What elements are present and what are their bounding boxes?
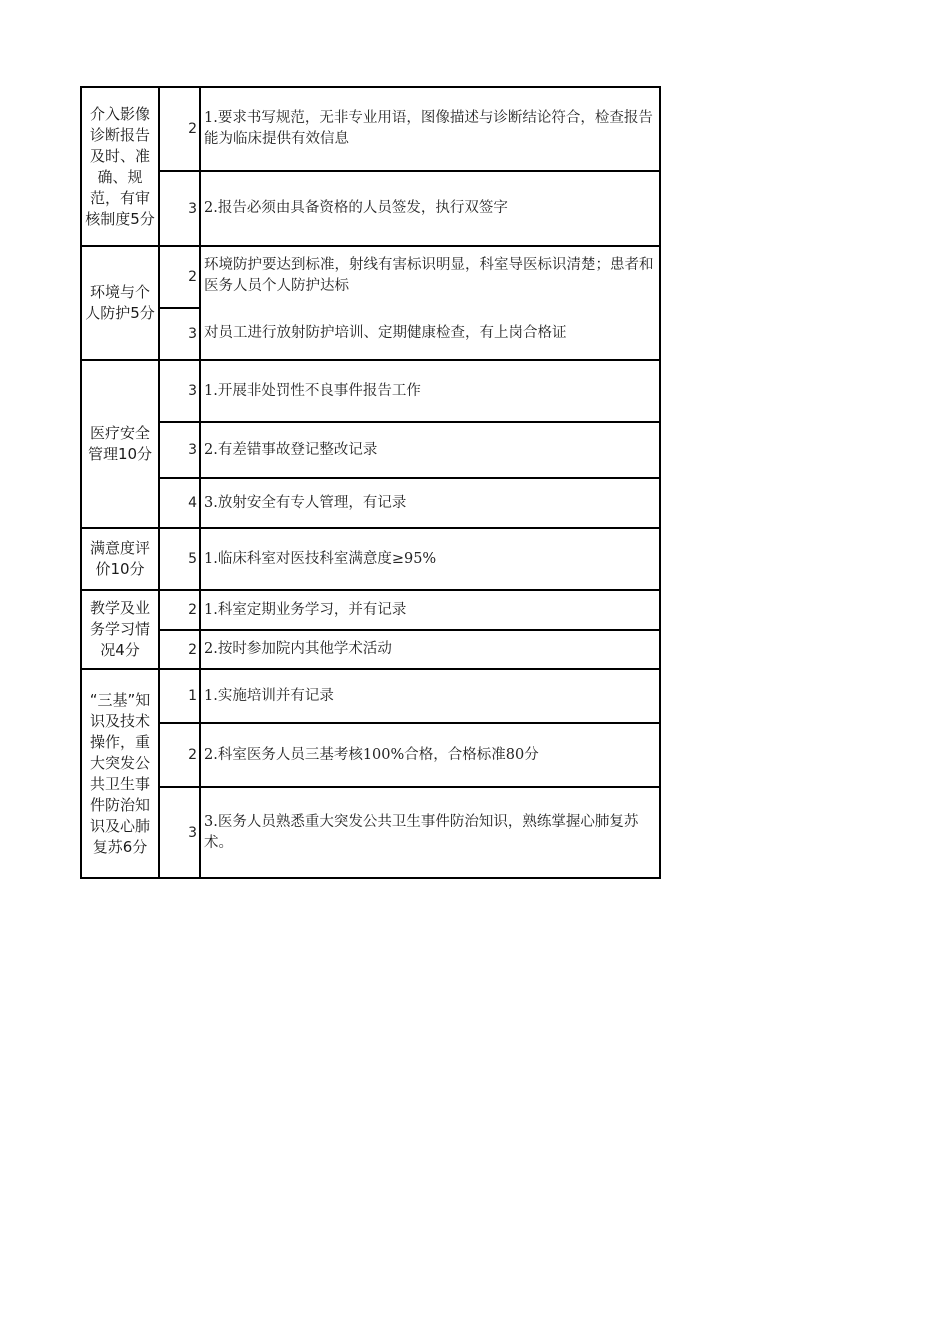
score-value: 3 xyxy=(188,326,197,342)
category-cell-safety xyxy=(80,359,158,527)
category-cell-protection xyxy=(80,245,158,359)
category-cell-satisfaction xyxy=(80,527,158,589)
criteria-cell xyxy=(199,245,661,359)
score-cell xyxy=(158,86,199,170)
score-cell xyxy=(158,245,199,307)
score-value: 3 xyxy=(188,824,197,841)
category-label: 医疗安全管理10分 xyxy=(87,424,153,463)
evaluation-table xyxy=(80,86,661,879)
score-cell xyxy=(158,307,199,359)
category-cell-basics xyxy=(80,668,158,877)
criteria-cell xyxy=(199,668,661,722)
score-cell xyxy=(158,668,199,722)
criteria-cell xyxy=(199,589,661,629)
category-label: 环境与个人防护5分 xyxy=(85,283,155,322)
criteria-text: 2.按时参加院内其他学术活动 xyxy=(204,641,392,657)
category-label: 教学及业务学习情况4分 xyxy=(89,599,150,659)
criteria-cell xyxy=(199,170,661,245)
score-value: 2 xyxy=(188,269,197,285)
criteria-text: 1.科室定期业务学习，并有记录 xyxy=(204,601,407,618)
category-label: 介入影像诊断报告及时、准确、规范，有审核制度5分 xyxy=(85,104,155,228)
category-label: “三基”知识及技术操作，重大突发公共卫生事件防治知识及心肺复苏6分 xyxy=(89,690,151,856)
table-border xyxy=(659,245,661,359)
criteria-text: 1.实施培训并有记录 xyxy=(204,687,334,704)
criteria-cell xyxy=(199,527,661,589)
score-value: 2 xyxy=(188,121,197,137)
score-cell xyxy=(158,477,199,527)
score-value: 3 xyxy=(188,200,197,217)
category-cell-teaching xyxy=(80,589,158,668)
criteria-cell xyxy=(199,86,661,170)
criteria-text: 环境防护要达到标准，射线有害标识明显，科室导医标识清楚；患者和医务人员个人防护达标 xyxy=(204,257,654,294)
score-cell xyxy=(158,589,199,629)
criteria-text: 对员工进行放射防护培训、定期健康检查，有上岗合格证 xyxy=(204,325,567,341)
criteria-text: 2.科室医务人员三基考核100%合格，合格标准80分 xyxy=(204,746,539,763)
criteria-cell xyxy=(199,722,661,786)
criteria-cell xyxy=(199,359,661,421)
score-value: 2 xyxy=(188,747,197,763)
criteria-text: 3.放射安全有专人管理，有记录 xyxy=(204,494,407,511)
score-value: 2 xyxy=(188,641,197,658)
score-value: 1 xyxy=(188,688,197,704)
score-cell xyxy=(158,170,199,245)
category-cell-report xyxy=(80,86,158,245)
score-value: 3 xyxy=(188,383,197,399)
score-cell xyxy=(158,786,199,877)
criteria-text: 1.要求书写规范，无非专业用语，图像描述与诊断结论符合，检查报告能为临床提供有效信息 xyxy=(204,110,653,147)
criteria-text: 2.报告必须由具备资格的人员签发，执行双签字 xyxy=(204,200,508,216)
criteria-text: 1.开展非处罚性不良事件报告工作 xyxy=(204,382,421,399)
score-value: 4 xyxy=(188,495,197,511)
score-value: 2 xyxy=(188,602,197,618)
score-cell xyxy=(158,527,199,589)
criteria-text: 2.有差错事故登记整改记录 xyxy=(204,441,378,458)
score-cell xyxy=(158,629,199,668)
score-cell xyxy=(158,359,199,421)
criteria-text: 1.临床科室对医技科室满意度≥95% xyxy=(204,550,437,567)
score-value: 3 xyxy=(188,442,197,458)
category-label: 满意度评价10分 xyxy=(89,539,150,578)
table-border xyxy=(80,877,661,879)
criteria-cell xyxy=(199,629,661,668)
score-cell xyxy=(158,722,199,786)
criteria-text: 3.医务人员熟悉重大突发公共卫生事件防治知识，熟练掌握心肺复苏术。 xyxy=(204,813,639,851)
score-cell xyxy=(158,421,199,477)
criteria-cell xyxy=(199,477,661,527)
criteria-cell xyxy=(199,421,661,477)
criteria-cell xyxy=(199,786,661,877)
score-value: 5 xyxy=(188,551,197,567)
